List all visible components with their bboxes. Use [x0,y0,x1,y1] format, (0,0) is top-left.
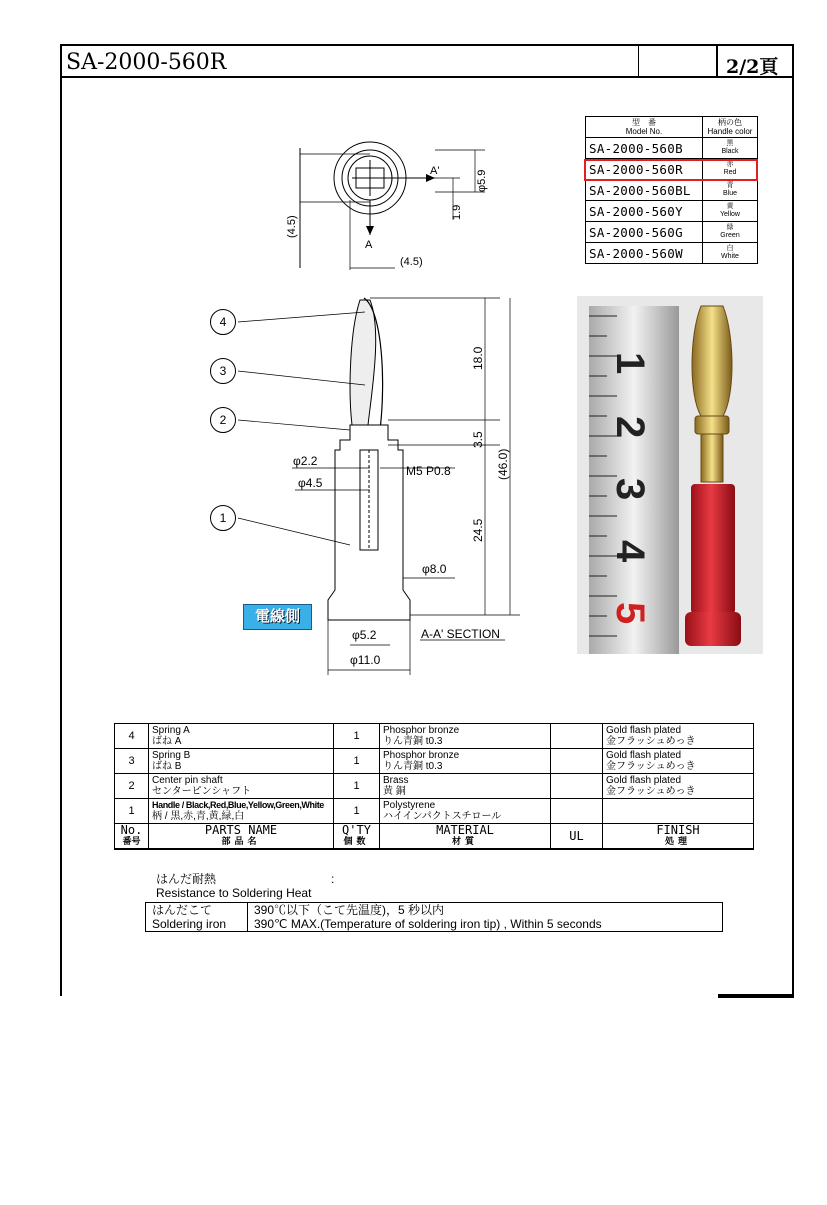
soldering-title: はんだ耐熱 Resistance to Soldering Heat [156,872,312,900]
parts-table [114,723,754,850]
dim-19: 1.9 [451,204,463,220]
balloon-3: 3 [210,358,236,384]
ruler-mark-3: 3 [608,478,652,501]
parts-row: 1 Handle / Black,Red,Blue,Yellow,Green,White 柄 / 黒,赤,青,黄,緑,白 1 Polystyrene ハイインパクトスチロール [115,799,754,824]
ruler-mark-2: 2 [608,416,652,439]
wire-side-tag: 電線側 [243,604,312,630]
dim-bottom-45: (4.5) [400,256,423,268]
divider [638,46,639,76]
title-block [60,44,794,78]
selected-model-highlight [584,159,758,181]
dim-245: 24.5 [471,518,485,542]
thread-spec: M5 P0.8 [406,464,451,478]
parts-row: 2 Center pin shaft センターピンシャフト 1 Brass 黄 銅 Gold flash plated 金フラッシュめっき [115,774,754,799]
model-header: 型 番 Model No. [586,117,703,138]
dia-52: φ5.2 [352,628,377,642]
page-number: 2/2頁 [726,56,779,78]
dim-35: 3.5 [471,431,485,448]
product-photo [577,296,763,654]
section-label: A-A' SECTION [421,627,500,641]
frame-corner-mark [718,994,794,998]
dia-45: φ4.5 [298,476,323,490]
model-row: SA-2000-560B 黒 Black [586,138,758,159]
ruler-mark-4: 4 [608,540,652,563]
dia-80: φ8.0 [422,562,447,576]
model-row: SA-2000-560Y 黄 Yellow [586,201,758,222]
model-row: SA-2000-560BL 青 Blue [586,180,758,201]
arrow-a-label: A [365,239,373,251]
balloon-2: 2 [210,407,236,433]
soldering-colon: : [331,872,335,886]
photo-illustration [577,296,763,654]
dim-18: 18.0 [471,346,485,370]
top-view-drawing [270,130,500,275]
model-table [585,116,758,264]
dim-dia-59: φ5.9 [476,169,488,192]
arrow-a-prime-label: A' [430,165,440,177]
soldering-table [145,902,723,932]
model-table-header [586,117,758,138]
model-row: SA-2000-560R 赤 Red [586,159,758,180]
model-row: SA-2000-560G 緑 Green [586,222,758,243]
dia-110: φ11.0 [350,653,381,667]
divider [716,46,718,76]
soldering-row: はんだこて Soldering iron 390℃以下（こて先温度)，5 秒以内 390℃ MAX.(Temperature of soldering iron tip) , Within 5 seconds [146,903,723,932]
balloon-1: 1 [210,505,236,531]
color-header: 柄の色 Handle color [703,117,758,138]
dim-total: (46.0) [496,448,510,480]
ruler-mark-5: 5 [608,602,652,625]
parts-row: 4 Spring A ばね A 1 Phosphor bronze りん青銅 t0.3 Gold flash plated 金フラッシュめっき [115,724,754,749]
balloon-4: 4 [210,309,236,335]
ruler-mark-1: 1 [608,352,652,375]
parts-row: 3 Spring B ばね B 1 Phosphor bronze りん青銅 t0.3 Gold flash plated 金フラッシュめっき [115,749,754,774]
parts-table-header: No. 番号 PARTS NAME 部品名 Q'TY 個数 MATERIAL 材質 UL FINISH 処理 [115,824,754,850]
model-row: SA-2000-560W 白 White [586,243,758,264]
drawing-title: SA-2000-560R [66,50,227,75]
dim-left-45: (4.5) [286,215,298,238]
dia-22: φ2.2 [293,454,318,468]
